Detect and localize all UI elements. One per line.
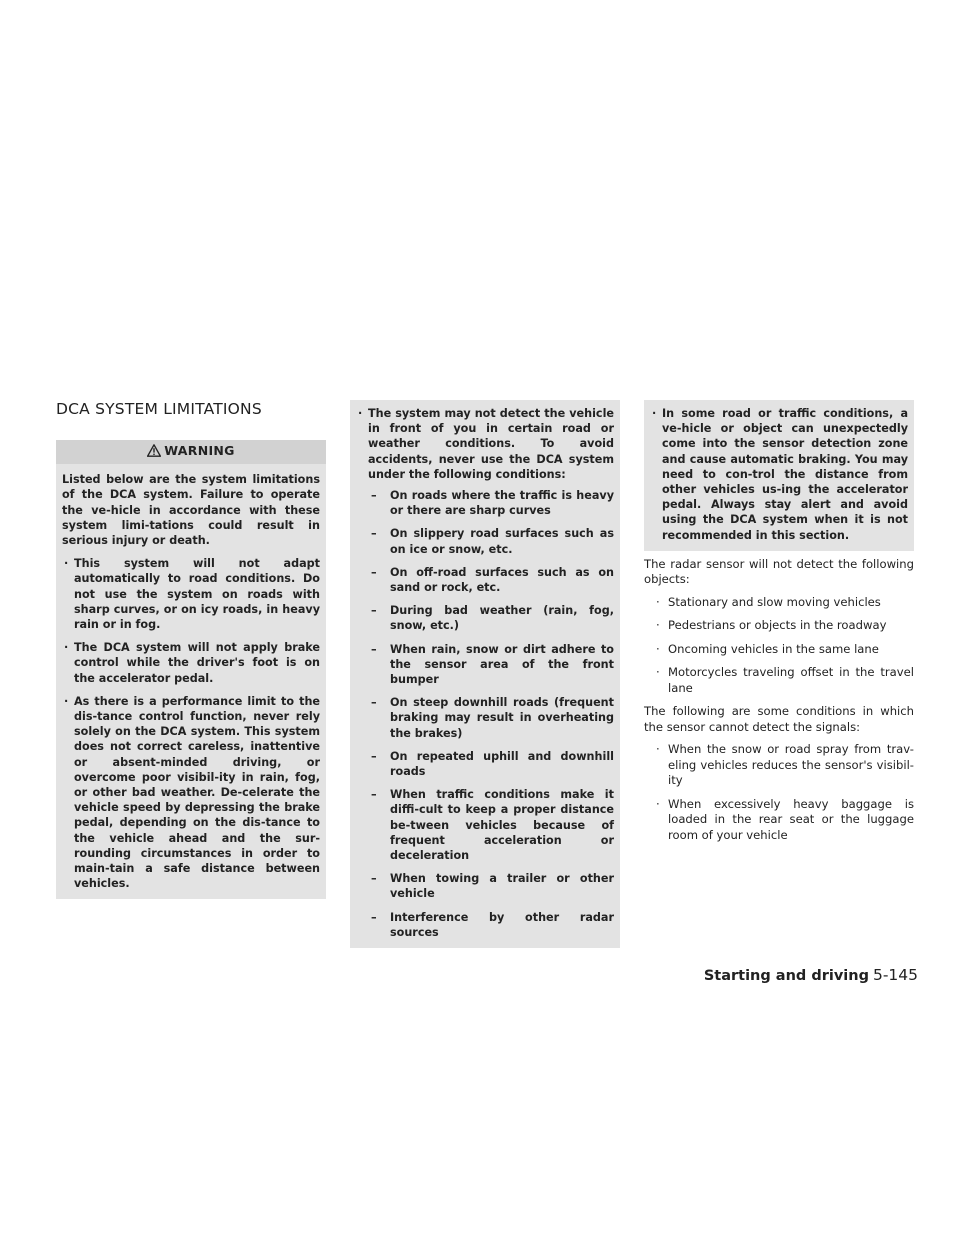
warning-box (56, 440, 326, 899)
section-title: DCA SYSTEM LIMITATIONS (56, 400, 262, 418)
condition-item: – During bad weather (rain, fog, snow, etc.) (368, 603, 614, 633)
conditions-box (350, 400, 620, 948)
column-middle (350, 400, 620, 948)
warning-bullet: · The DCA system will not apply brake control while the driver's foot is on the accelerator pedal. (62, 640, 320, 686)
sensor-intro: The following are some conditions in which the sensor cannot detect the signals: (644, 704, 914, 734)
condition-item: – On steep downhill roads (frequent braking may result in overheating the brakes) (368, 695, 614, 741)
radar-item: · Stationary and slow moving vehicles (644, 595, 914, 611)
warning-label: WARNING (164, 443, 235, 458)
radar-item: · Oncoming vehicles in the same lane (644, 642, 914, 658)
warning-intro: Listed below are the system limitations of the DCA system. Failure to operate the ve-hicle in accordance with these system limi-tations could result in serious injury or death. (62, 473, 320, 548)
condition-item: – On slippery road surfaces such as on ice or snow, etc. (368, 526, 614, 556)
warning-header (56, 440, 326, 464)
condition-item: – When towing a trailer or other vehicle (368, 871, 614, 901)
conditions-lead: · The system may not detect the vehicle in front of you in certain road or weather conditions. To avoid accidents, never use the DCA system under the following conditions: (356, 406, 614, 482)
condition-item: – On roads where the traffic is heavy or there are sharp curves (368, 488, 614, 518)
radar-item: · Motorcycles traveling offset in the travel lane (644, 665, 914, 696)
condition-item: – On off-road surfaces such as on sand or rock, etc. (368, 565, 614, 595)
condition-item: – Interference by other radar sources (368, 910, 614, 940)
warning-bullet: · This system will not adapt automatically to road conditions. Do not use the system on roads with sharp curves, or on icy roads, in heavy rain or in fog. (62, 556, 320, 632)
warning-triangle-icon (147, 444, 161, 460)
column-left (56, 400, 326, 899)
radar-section (644, 557, 914, 844)
warning-bullet: · As there is a performance limit to the dis-tance control function, never rely solely on the DCA system. This system does not correct careless, inattentive or absent-minded driving, or overcome poor visibil-ity in rain, fog, or other bad weather. De-celerate the vehicle speed by depressing the brake pedal, depending on the dis-tance to the vehicle ahead and the sur-rounding circumstances in order to main-tain a safe distance between vehicles. (62, 694, 320, 892)
radar-intro: The radar sensor will not detect the following objects: (644, 556, 914, 587)
sensor-item: · When excessively heavy baggage is loaded in the rear seat or the luggage room of your vehicle (644, 797, 914, 844)
condition-item: – On repeated uphill and downhill roads (368, 749, 614, 779)
traffic-warning-box (644, 400, 914, 551)
page-number: 5-145 (872, 966, 918, 984)
column-right (644, 400, 914, 851)
radar-item: · Pedestrians or objects in the roadway (644, 618, 914, 634)
traffic-warning-bullet: · In some road or traffic conditions, a ve-hicle or object can unexpectedly come into the sensor detection zone and cause automatic braking. You may need to con-trol the distance from other vehicles us-ing the accelerator pedal. Always stay alert and avoid using the DCA system when it is not recommended in this section. (650, 406, 908, 543)
condition-item: – When traffic conditions make it diffi-cult to keep a proper distance be-tween vehicles because of frequent acceleration or deceleration (368, 787, 614, 863)
page-footer (704, 966, 918, 984)
condition-item: – When rain, snow or dirt adhere to the sensor area of the front bumper (368, 642, 614, 688)
sensor-item: · When the snow or road spray from trav-eling vehicles reduces the sensor's visibil-ity (644, 742, 914, 789)
footer-section: Starting and driving (703, 968, 869, 984)
